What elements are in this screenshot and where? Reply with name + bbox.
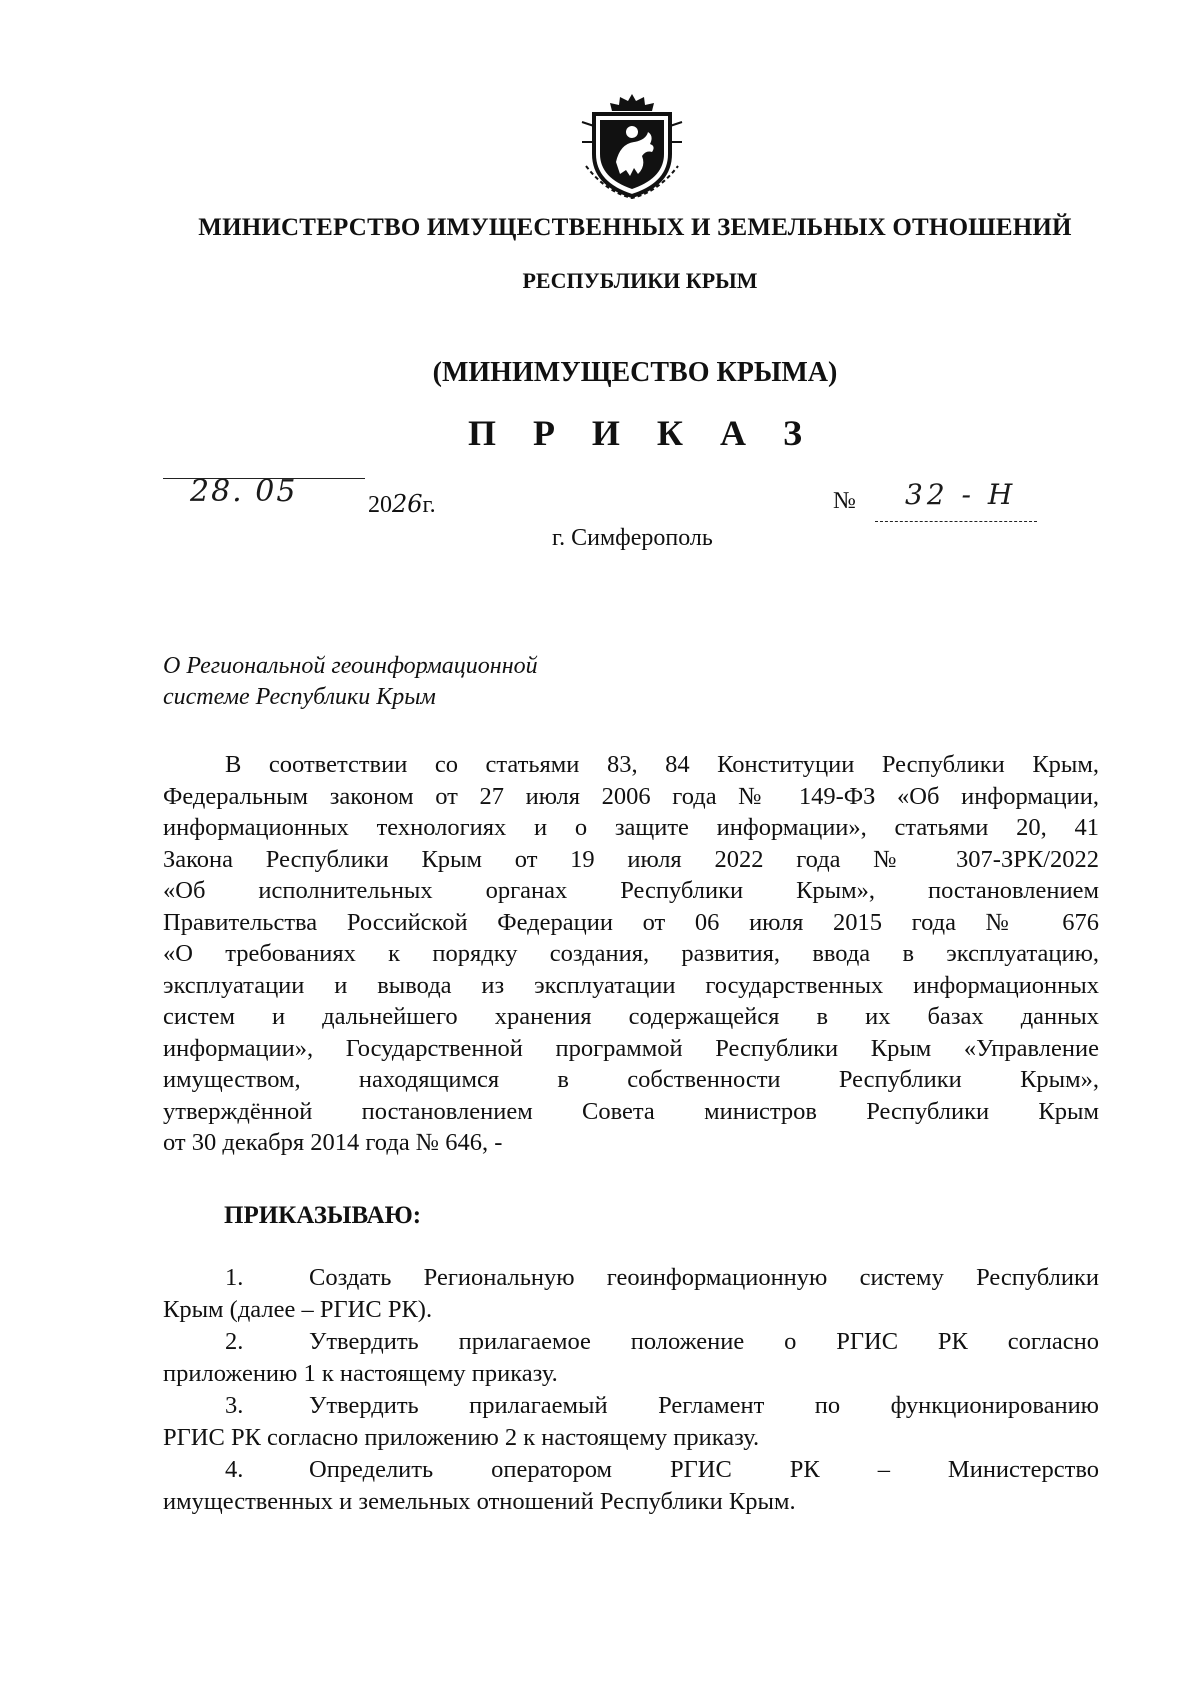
item-text: Создать Региональную геоинформационную систему Республики: [309, 1264, 1099, 1291]
item-number: 3.: [225, 1392, 244, 1419]
order-number-handwritten: 32 - Н: [905, 478, 1017, 511]
preamble-line: информации», Государственной программой Республики Крым «Управление: [163, 1034, 1099, 1062]
number-sign: №: [833, 488, 856, 514]
year-prefix: 20: [368, 492, 392, 518]
preamble-line: «Об исполнительных органах Республики Крым», постановлением: [163, 877, 1099, 904]
item-number: 2.: [225, 1328, 244, 1355]
preamble-line: систем и дальнейшего хранения содержащейся в их базах данных: [163, 1003, 1099, 1030]
item-first-line: [163, 1326, 1099, 1358]
preamble-line: Закона Республики Крым от 19 июля 2022 года № 307-ЗРК/2022: [163, 845, 1099, 873]
preamble-paragraph: [163, 749, 1099, 1159]
preamble-line: информационных технологиях и о защите информации», статьями 20, 41: [163, 814, 1099, 841]
preamble-line: Правительства Российской Федерации от 06 июля 2015 года № 676: [163, 908, 1099, 936]
item-first-line: [163, 1454, 1099, 1486]
item-text: РГИС РК согласно приложению 2 к настоящему приказу.: [163, 1424, 760, 1451]
item-text: Утвердить прилагаемый Регламент по функционированию: [309, 1392, 1099, 1419]
ministry-name: МИНИСТЕРСТВО ИМУЩЕСТВЕННЫХ И ЗЕМЕЛЬНЫХ ОТНОШЕНИЙ: [198, 214, 1072, 241]
preamble-line: имуществом, находящимся в собственности Республики Крым»,: [163, 1066, 1099, 1093]
subject-line: О Региональной геоинформационной: [163, 653, 538, 679]
order-date-handwritten: 28. 05: [190, 474, 298, 509]
preamble-line: утверждённой постановлением Совета министров Республики Крым: [163, 1097, 1099, 1125]
item-first-line: [163, 1262, 1099, 1294]
order-directive-heading: ПРИКАЗЫВАЮ:: [224, 1202, 422, 1229]
order-subject: [163, 651, 723, 713]
preamble-line: В соответствии со статьями 83, 84 Конституции Республики Крым,: [225, 751, 1099, 778]
preamble-line: Федеральным законом от 27 июля 2006 года № 149-ФЗ «Об информации,: [163, 782, 1099, 810]
item-number: 1.: [225, 1264, 244, 1291]
preamble-line: эксплуатации и вывода из эксплуатации государственных информационных: [163, 971, 1099, 999]
preamble-line: «О требованиях к порядку создания, развития, ввода в эксплуатацию,: [163, 940, 1099, 967]
year-suffix: г.: [422, 492, 436, 518]
year-handwritten: 26: [392, 490, 423, 518]
number-underline: [875, 521, 1037, 522]
republic-name: РЕСПУБЛИКИ КРЫМ: [522, 268, 758, 293]
date-underline: [163, 477, 365, 479]
city: г. Симферополь: [552, 525, 713, 551]
subject-line: системе Республики Крым: [163, 684, 436, 710]
item-text: Утвердить прилагаемое положение о РГИС РК согласно: [309, 1328, 1099, 1355]
preamble-line: от 30 декабря 2014 года № 646, -: [163, 1129, 503, 1156]
item-text: приложению 1 к настоящему приказу.: [163, 1360, 558, 1387]
item-text: Крым (далее – РГИС РК).: [163, 1296, 433, 1323]
order-item: [163, 1262, 1099, 1326]
coat-of-arms-icon: [576, 92, 688, 200]
item-text: Определить оператором РГИС РК – Министерство: [309, 1456, 1099, 1483]
order-year: [368, 490, 436, 519]
document-type: П Р И К А З: [467, 413, 817, 453]
ministry-short-name: (МИНИМУЩЕСТВО КРЫМА): [432, 357, 838, 388]
item-number: 4.: [225, 1456, 244, 1483]
item-text: имущественных и земельных отношений Республики Крым.: [163, 1488, 796, 1515]
order-item: [163, 1326, 1099, 1390]
order-item: [163, 1454, 1099, 1518]
item-first-line: [163, 1390, 1099, 1422]
order-items-list: [163, 1262, 1099, 1518]
order-item: [163, 1390, 1099, 1454]
